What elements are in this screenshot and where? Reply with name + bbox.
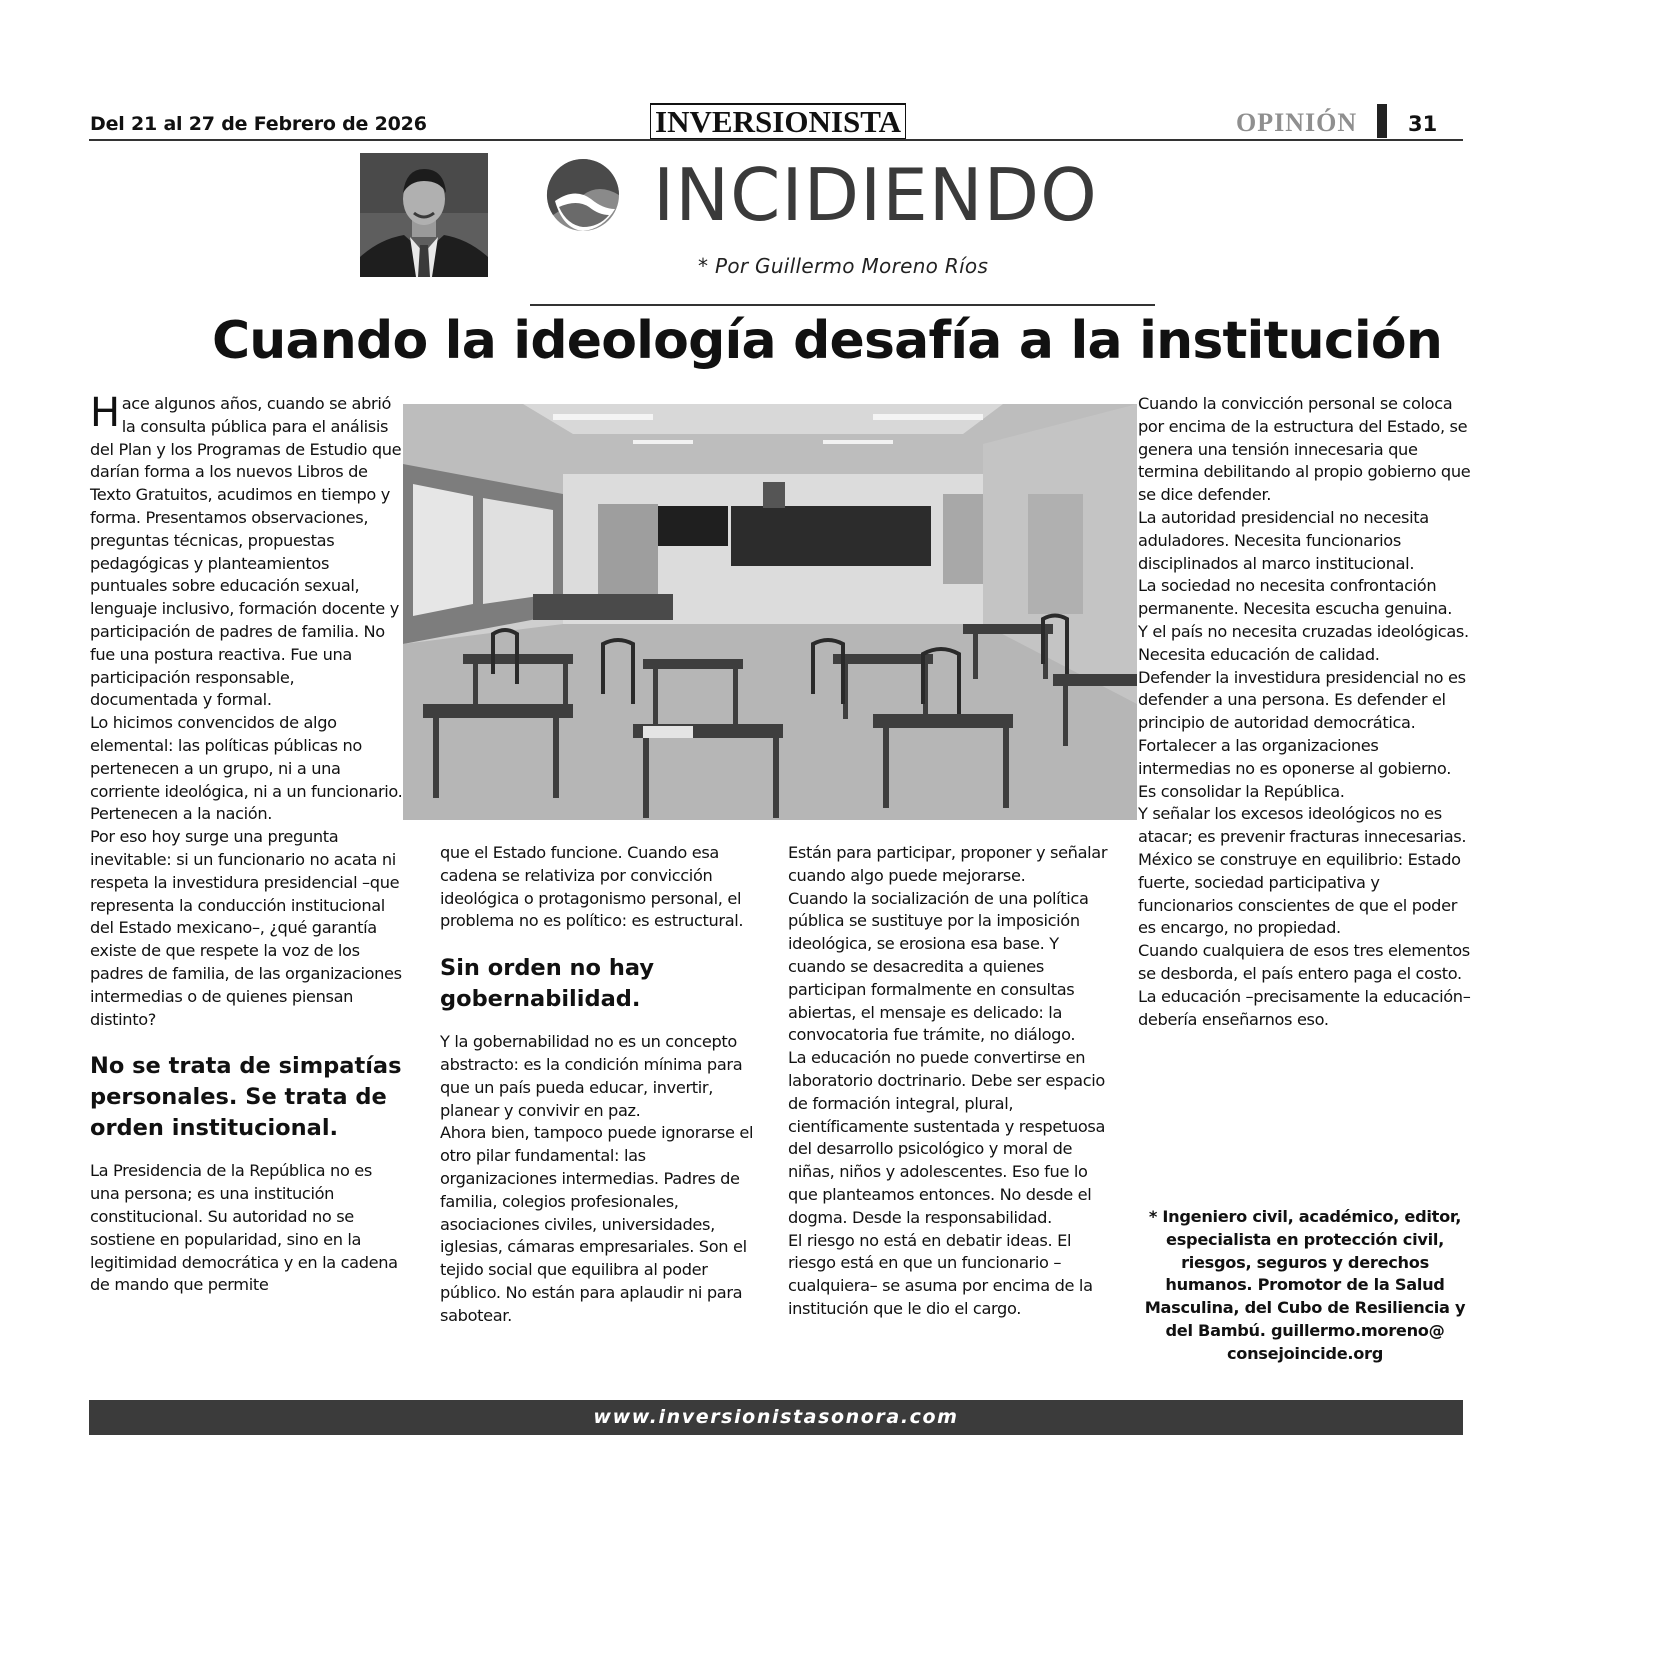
masthead-text: INVERSIONISTA	[655, 104, 902, 139]
drop-cap: H	[90, 390, 120, 436]
footer-url[interactable]: www.inversionistasonora.com	[593, 1406, 959, 1428]
article-paragraph: Cuando cualquiera de esos tres elementos se desborda, el país entero paga el costo.	[1138, 941, 1470, 983]
article-paragraph: Lo hicimos convencidos de algo elemental: las políticas públicas no pertenecen a un grupo, ni a una corriente ideológica, ni a un funcionario. Pertenecen a la nación.	[90, 713, 403, 824]
article-paragraph: Ahora bien, tampoco puede ignorarse el otro pilar fundamental: las organizaciones intermedias. Padres de familia, colegios profesionales, asociaciones civiles, universidades, iglesias, cámaras empresariales. Son el tejido social que equilibra al poder público. No están para aplaudir ni para sabotear.	[440, 1123, 754, 1325]
article-paragraph: La educación –precisamente la educación– debería enseñarnos eso.	[1138, 986, 1471, 1029]
article-column-1	[90, 390, 406, 1297]
byline: * Por Guillermo Moreno Ríos	[698, 254, 989, 278]
article-paragraph: El riesgo no está en debatir ideas. El riesgo está en que un funcionario –cualquiera– se asuma por encima de la institución que le dio el cargo.	[788, 1230, 1093, 1318]
article-paragraph: Y el país no necesita cruzadas ideológicas. Necesita educación de calidad.	[1138, 621, 1469, 664]
article-paragraph: Cuando la socialización de una política pública se sustituye por la imposición ideológica, se erosiona esa base. Y cuando se desacredita a quienes participan formalmente en consultas abiertas, el mensaje es delicado: la convocatoria fue trámite, no diálogo.	[788, 888, 1089, 1045]
article-headline: Cuando la ideología desafía a la institución	[211, 311, 1443, 371]
article-paragraph: Por eso hoy surge una pregunta inevitable: si un funcionario no acata ni respeta la investidura presidencial –que representa la conducción institucional del Estado mexicano–, ¿qué garantía existe de que respete la voz de los padres de familia, de las organizaciones intermedias o de quienes piensan distinto?	[90, 827, 402, 1029]
article-column-2	[440, 842, 766, 1328]
article-column-4	[1138, 393, 1472, 1031]
article-paragraph: La autoridad presidencial no necesita aduladores. Necesita funcionarios disciplinados al marco institucional.	[1138, 507, 1429, 573]
subheading: Sin orden no hay gobernabilidad.	[440, 955, 655, 1013]
article-column-3	[788, 842, 1110, 1321]
article-paragraph: que el Estado funcione. Cuando esa cadena se relativiza por convicción ideológica o protagonismo personal, el problema no es político: es estructural.	[440, 843, 744, 931]
article-paragraph: La Presidencia de la República no es una persona; es una institución constitucional. Su autoridad no se sostiene en popularidad, sino en la legitimidad democrática y en la cadena de mando que permite	[90, 1161, 398, 1295]
article-paragraph: Fortalecer a las organizaciones intermedias no es oponerse al gobierno. Es consolidar la República.	[1138, 735, 1451, 801]
issue-date: Del 21 al 27 de Febrero de 2026	[90, 113, 427, 135]
article-paragraph	[90, 390, 406, 712]
article-paragraph: La sociedad no necesita confrontación permanente. Necesita escucha genuina.	[1138, 576, 1453, 619]
article-paragraph: La educación no puede convertirse en laboratorio doctrinario. Debe ser espacio de formación integral, plural, científicamente sustentada y respetuosa del desarrollo psicológico y moral de niñas, niños y adolescentes. Eso fue lo que planteamos entonces. No desde el dogma. Desde la responsabilidad.	[788, 1048, 1106, 1227]
article-paragraph: Cuando la convicción personal se coloca por encima de la estructura del Estado, se genera una tensión innecesaria que termina debilitando al propio gobierno que se dice defender.	[1138, 394, 1471, 505]
incide-swirl-icon	[545, 157, 621, 233]
article-paragraph: Y señalar los excesos ideológicos no es atacar; es prevenir fracturas innecesarias.	[1138, 804, 1467, 847]
section-label: OPINIÓN	[1236, 108, 1358, 137]
masthead-logo	[650, 103, 906, 140]
column-title: INCIDIENDO	[653, 153, 1098, 237]
footer-bar	[89, 1400, 1463, 1435]
page-number: 31	[1408, 112, 1438, 136]
column-logo	[545, 155, 1130, 235]
lead-text: ace algunos años, cuando se abrió la consulta pública para el análisis del Plan y los Programas de Estudio que darían forma a los nuevos Libros de Texto Gratuitos, acudimos en tiempo y forma. Presentamos observaciones, preguntas técnicas, propuestas pedagógicas y planteamientos puntuales sobre educación sexual, lenguaje inclusivo, formación docente y participación de padres de familia. No fue una postura reactiva. Fue una participación responsable, documentada y formal.	[90, 394, 402, 710]
header-rule	[89, 139, 1463, 141]
article-paragraph: Y la gobernabilidad no es un concepto abstracto: es la condición mínima para que un país pueda educar, invertir, planear y convivir en paz.	[440, 1032, 743, 1120]
subheading: No se trata de simpatías personales. Se trata de orden institucional.	[90, 1053, 402, 1142]
classroom-photo	[403, 404, 1137, 820]
section-divider	[1377, 104, 1387, 138]
article-paragraph: Defender la investidura presidencial no es defender a una persona. Es defender el principio de autoridad democrática.	[1138, 667, 1466, 733]
author-bio: * Ingeniero civil, académico, editor, especialista en protección civil, riesgos, seguros y derechos humanos. Promotor de la Salud Masculina, del Cubo de Resiliencia y del Bambú. guillermo.moreno@ consejoincide.org	[1144, 1207, 1466, 1363]
article-paragraph: México se construye en equilibrio: Estado fuerte, sociedad participativa y funcionarios conscientes de que el poder es encargo, no propiedad.	[1138, 849, 1461, 938]
author-photo	[360, 153, 488, 277]
byline-rule	[530, 304, 1155, 306]
article-paragraph: Están para participar, proponer y señalar cuando algo puede mejorarse.	[788, 843, 1108, 885]
